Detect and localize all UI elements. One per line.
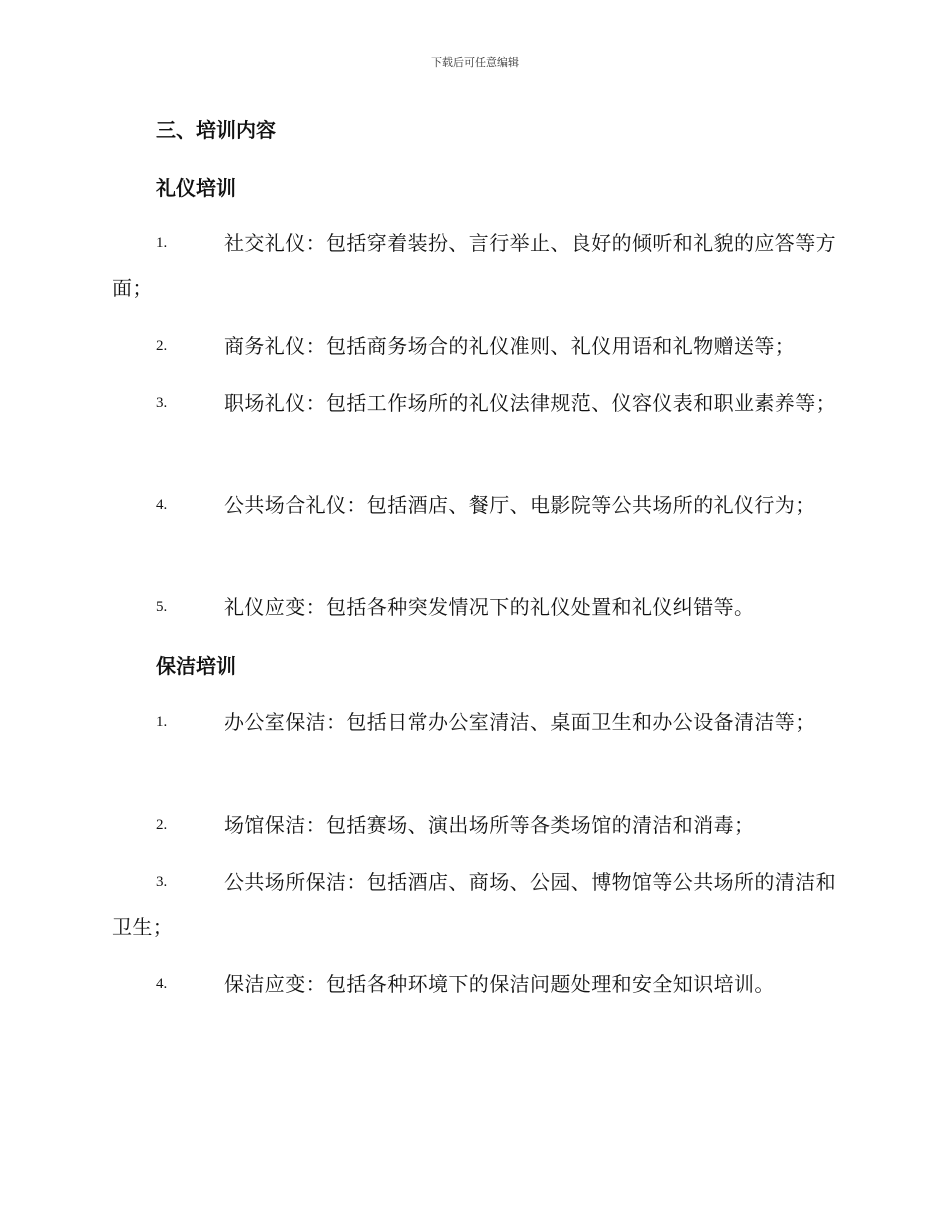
list-number: 5. [156, 599, 168, 615]
cleaning-item-4 [112, 962, 852, 1007]
etiquette-item-3 [112, 381, 852, 426]
list-number: 3. [156, 874, 168, 890]
section-heading: 三、培训内容 [156, 118, 276, 142]
list-number: 2. [156, 338, 168, 354]
list-number: 4. [156, 976, 168, 992]
list-number: 4. [156, 497, 168, 513]
cleaning-item-3 [112, 860, 852, 950]
list-number: 1. [156, 714, 168, 730]
list-item-text: 礼仪应变：包括各种突发情况下的礼仪处置和礼仪纠错等。 [224, 595, 755, 619]
list-number: 2. [156, 817, 168, 833]
list-item-text: 社交礼仪：包括穿着装扮、言行举止、良好的倾听和礼貌的应答等方面； [112, 231, 836, 300]
list-item-text: 商务礼仪：包括商务场合的礼仪准则、礼仪用语和礼物赠送等； [224, 334, 796, 358]
etiquette-item-5 [112, 585, 852, 630]
list-item-text: 公共场合礼仪：包括酒店、餐厅、电影院等公共场所的礼仪行为； [224, 493, 816, 517]
cleaning-item-1 [112, 700, 852, 745]
etiquette-item-1 [112, 221, 852, 311]
list-item-text: 公共场所保洁：包括酒店、商场、公园、博物馆等公共场所的清洁和卫生； [112, 870, 836, 939]
list-item-text: 场馆保洁：包括赛场、演出场所等各类场馆的清洁和消毒； [224, 813, 755, 837]
list-number: 1. [156, 235, 168, 251]
list-number: 3. [156, 395, 168, 411]
list-item-text: 办公室保洁：包括日常办公室清洁、桌面卫生和办公设备清洁等； [224, 710, 816, 734]
etiquette-training-title: 礼仪培训 [156, 176, 236, 200]
etiquette-item-2 [112, 324, 852, 369]
cleaning-item-2 [112, 803, 852, 848]
etiquette-item-4 [112, 483, 852, 528]
list-item-text: 职场礼仪：包括工作场所的礼仪法律规范、仪容仪表和职业素养等； [224, 391, 836, 415]
cleaning-training-title: 保洁培训 [156, 654, 236, 678]
list-item-text: 保洁应变：包括各种环境下的保洁问题处理和安全知识培训。 [224, 972, 775, 996]
page-header-note: 下载后可任意编辑 [431, 56, 519, 69]
